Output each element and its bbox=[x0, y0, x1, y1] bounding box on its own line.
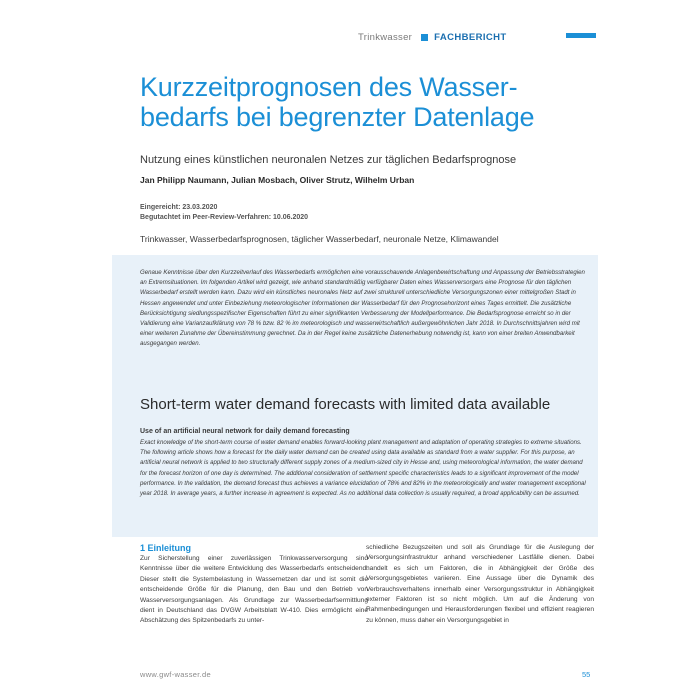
keywords: Trinkwasser, Wasserbedarfsprognosen, täglicher Wasserbedarf, neuronale Netze, Klimawandel bbox=[140, 234, 499, 244]
section-square-icon bbox=[421, 34, 428, 41]
footer-url: www.gwf-wasser.de bbox=[140, 670, 211, 679]
body-paragraph: Zur Sicherstellung einer zuverlässigen Trinkwasserversorgung sind Kenntnisse über die weitere Entwicklung des Wasserbedarfs entscheidend. Dieser stellt die Systembelastung in Wassernetzen dar und ist somit die entscheidende Größe für die Planung, den Bau und den Betrieb von Wasserversorgungsanlagen. Als Grundlage zur Wasserbedarfsermittlung dient in Deutschland das DVGW Arbeitsblatt W-410. Dies ermöglicht eine Abschätzung des Spitzenbedarfs zu unter- bbox=[140, 555, 368, 625]
english-title: Short-term water demand forecasts with limited data available bbox=[140, 396, 551, 413]
reviewed-date: Begutachtet im Peer-Review-Verfahren: 10.06.2020 bbox=[140, 214, 309, 221]
header-accent-bar bbox=[566, 33, 596, 38]
running-header bbox=[358, 30, 507, 44]
section-heading: 1 Einleitung bbox=[140, 543, 192, 553]
article-subtitle: Nutzung eines künstlichen neuronalen Netzes zur täglichen Bedarfsprognose bbox=[140, 154, 517, 166]
body-column-left bbox=[140, 543, 368, 627]
english-subtitle: Use of an artificial neural network for daily demand forecasting bbox=[140, 428, 350, 435]
page-number: 55 bbox=[582, 670, 591, 679]
article-type-label: FACHBERICHT bbox=[434, 31, 507, 43]
submission-dates bbox=[140, 203, 308, 223]
abstract-english: Exact knowledge of the short-term course of water demand enables forward-looking plant management and adaptation of operating strategies to extreme situations. The following article shows how a forecast for the daily water demand can be created using data available as standard from a water supplier. For this purpose, an artificial neural network is applied to two structurally different supply zones of a medium-sized city in Hesse and, using meteorological information, the water demand for the forecast horizon of one day is determined. The additional consideration of settlement specific characteristics leads to a significant improvement of the model performance. In the validation, the demand forecast thus achieves a variance elucidation of 78% and 82% in the meteorologically and water management exceptional year 2018. In average years, a further increase in agreement is expected. As no additional data collection is usually required, a broad applicability can be assumed. bbox=[140, 439, 586, 498]
abstract-german: Genaue Kenntnisse über den Kurzzeitverlauf des Wasserbedarfs ermöglichen eine vorausschauende Anlagenbewirtschaftung und Anpassung der Betriebsstrategien an Extremsituationen. Im folgenden Artikel wird gezeigt, wie anhand standardmäßig verfügbarer Daten eines Wasserversorgers eine Prognose für den täglichen Wasserbedarf erstellt werden kann. Dazu wird ein künstliches neuronales Netz auf zwei strukturell unterschiedliche Versorgungszonen einer mittelgroßen Stadt in Hessen angewendet und unter Einbeziehung meteorologischer Informationen der Wasserbedarf für den Prognosehorizont eines Tages ermittelt. Die zusätzliche Berücksichtigung siedlungsspezifischer Eigenschaften führt zu einer signifikanten Verbesserung der Modellperformance. Die Bedarfsprognose erreicht so in der Validierung eine Varianzaufklärung von 78 % bzw. 82 % im meteorologisch und wasserwirtschaftlich außergewöhnlichen Jahr 2018. In Durchschnittsjahren wird mit einer weiteren Zunahme der Übereinstimmung gerechnet. Da in der Regel keine zusätzliche Datenerhebung notwendig ist, kann von einer breiten Anwendbarkeit ausgegangen werden. bbox=[140, 269, 585, 348]
body-column-right bbox=[366, 543, 594, 626]
section-label: Trinkwasser bbox=[358, 31, 413, 43]
article-title: Kurzzeitprognosen des Wasser-bedarfs bei begrenzter Datenlage bbox=[140, 72, 535, 132]
received-date: Eingereicht: 23.03.2020 bbox=[140, 204, 218, 211]
author-list: Jan Philipp Naumann, Julian Mosbach, Oliver Strutz, Wilhelm Urban bbox=[140, 175, 415, 185]
body-paragraph: schiedliche Bezugszeiten und soll als Grundlage für die Auslegung der Versorgungsinfrastruktur anhand verschiedener Lastfälle dienen. Dabei handelt es sich um Faktoren, die in Abhängigkeit der Größe des Versorgungsgebietes variieren. Eine Aussage über die Dynamik des Verbrauchsverhaltens innerhalb einer Versorgungsstruktur in Abhängigkeit externer Faktoren ist so nicht möglich. Um auf die Änderung von Rahmenbedingungen und Herausforderungen flexibel und effizient reagieren zu können, muss daher ein Versorgungsgebiet in bbox=[366, 544, 594, 624]
